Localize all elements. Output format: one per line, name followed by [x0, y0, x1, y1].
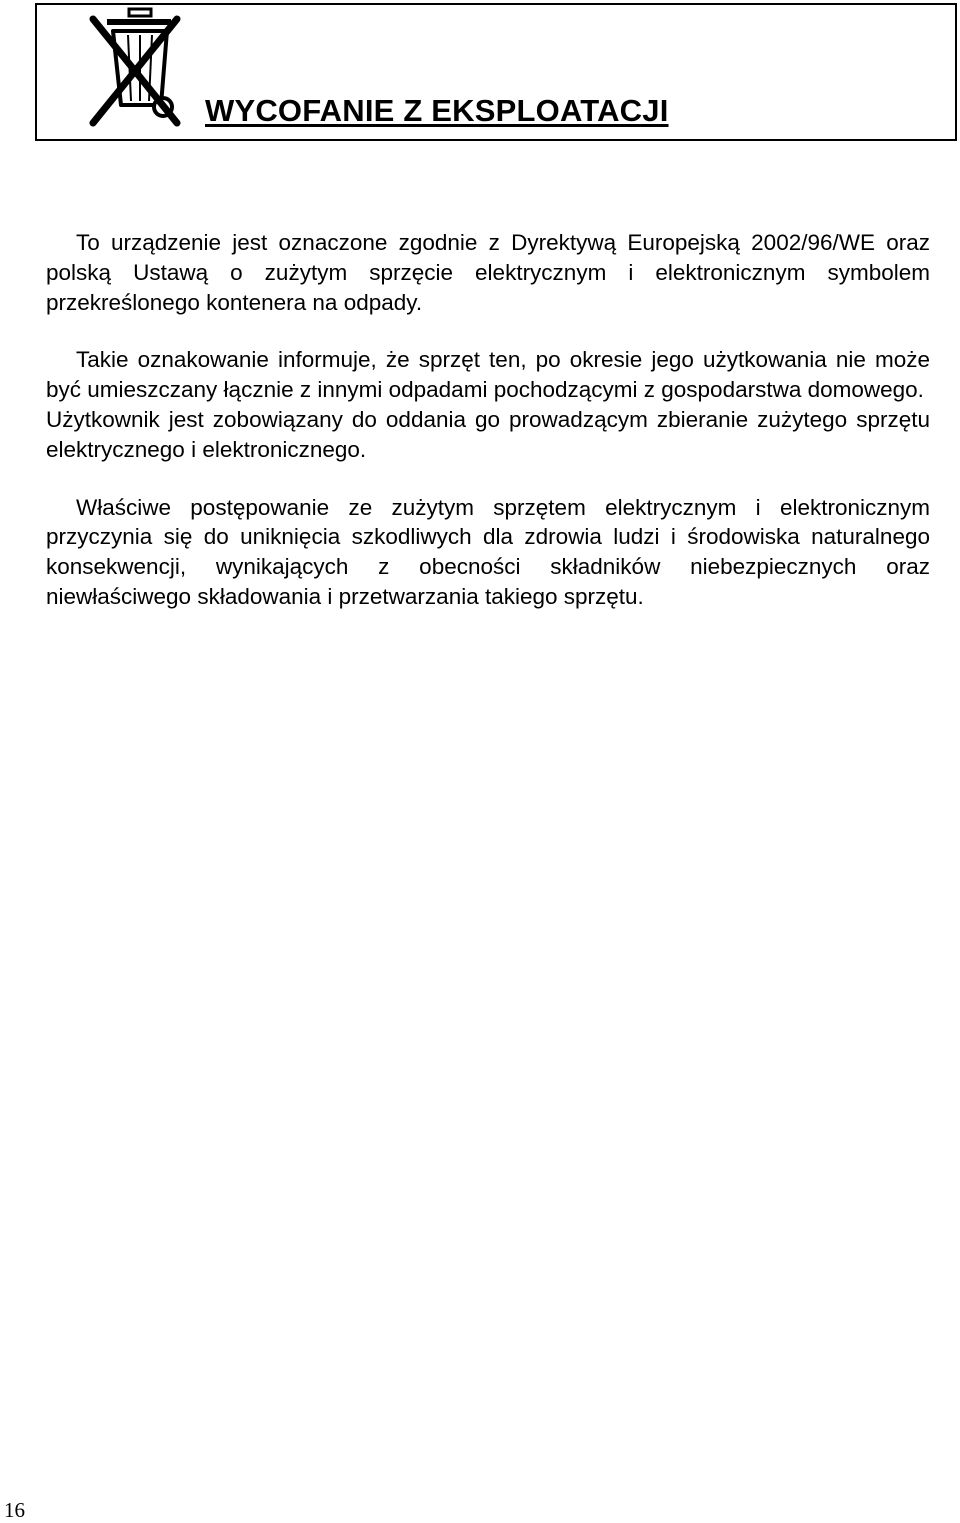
page-number: 16	[4, 1498, 25, 1522]
header-box	[35, 3, 957, 141]
paragraph-directive: To urządzenie jest oznaczone zgodnie z Dyrektywą Europejską 2002/96/WE oraz polską Ustawą o zużytym sprzęcie elektrycznym i elektronicznym symbolem przekreślonego kontenera na odpady.	[46, 230, 930, 315]
page-title: WYCOFANIE Z EKSPLOATACJI	[205, 93, 669, 128]
paragraph-user-obligation: Użytkownik jest zobowiązany do oddania go prowadzącym zbieranie zużytego sprzętu elektrycznego i elektronicznego.	[46, 406, 930, 462]
document-body	[46, 228, 930, 612]
paragraph-marking-info: Takie oznakowanie informuje, że sprzęt ten, po okresie jego użytkowania nie może być umieszczany łącznie z innymi odpadami pochodzącymi z gospodarstwa domowego.	[46, 347, 930, 403]
paragraph-proper-handling: Właściwe postępowanie ze zużytym sprzętem elektrycznym i elektronicznym przyczynia się do uniknięcia szkodliwych dla zdrowia ludzi i środowiska naturalnego konsekwencji, wynikających z obecności składników niebezpiecznych oraz niewłaściwego składowania i przetwarzania takiego sprzętu.	[46, 494, 930, 609]
crossed-out-wheelie-bin-icon	[79, 5, 189, 131]
